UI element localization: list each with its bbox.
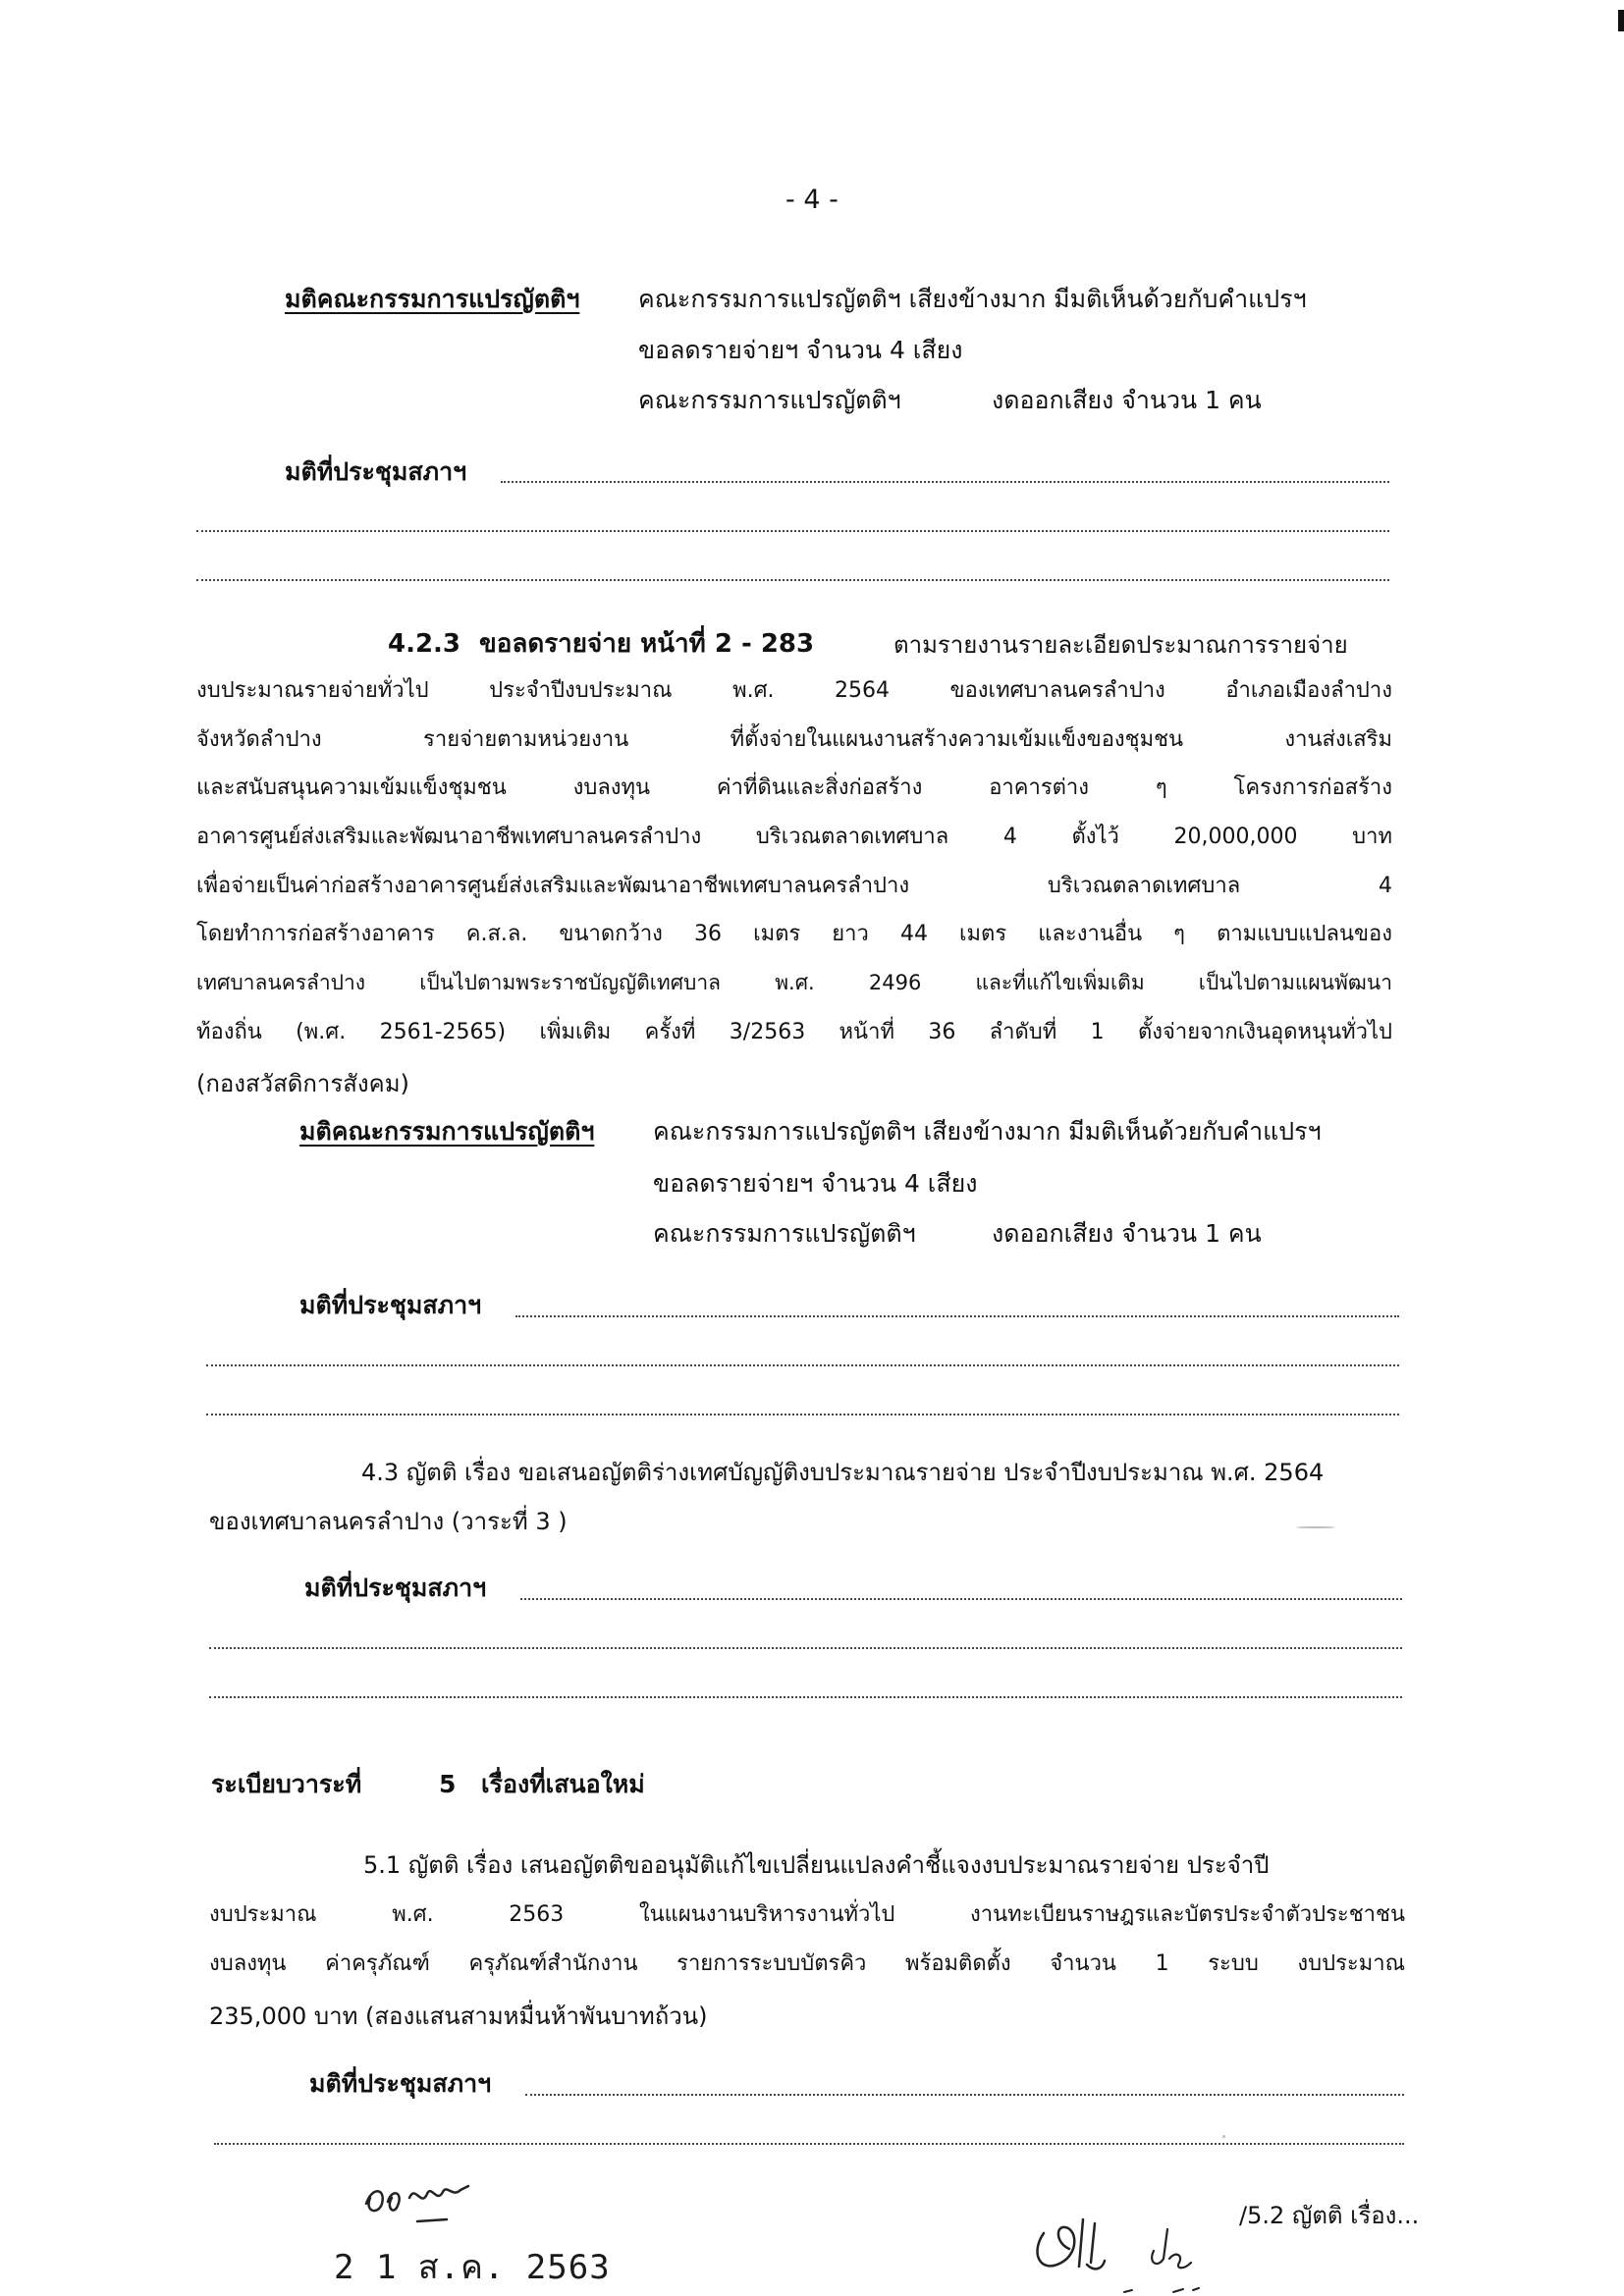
item-text: งบลงทุน ค่าครุภัณฑ์ ครุภัณฑ์สำนักงาน รายการระบบบัตรคิว พร้อมติดตั้ง จำนวน 1 ระบบ งบประมาณ xyxy=(209,1951,1405,1976)
fill-in-line xyxy=(209,1696,1402,1698)
item-text: งบประมาณ พ.ศ. 2563 ในแผนงานบริหารงานทั่วไป งานทะเบียนราษฎรและบัตรประจำตัวประชาชน xyxy=(209,1902,1405,1927)
committee-resolution-line3a: คณะกรรมการแปรญัตติฯ xyxy=(653,1219,916,1248)
item-text: จังหวัดลำปาง รายจ่ายตามหน่วยงาน ที่ตั้งจ่ายในแผนงานสร้างความเข้มแข็งของชุมชน งานส่งเสริม xyxy=(196,727,1392,752)
committee-resolution-line2: ขอลดรายจ่ายฯ จำนวน 4 เสียง xyxy=(653,1169,978,1198)
item-text: เทศบาลนครลำปาง เป็นไปตามพระราชบัญญัติเทศบาล พ.ศ. 2496 และที่แก้ไขเพิ่มเติม เป็นไปตามแผนพัฒนา xyxy=(196,971,1392,994)
committee-resolution-label: มติคณะกรรมการแปรญัตติฯ xyxy=(299,1117,595,1146)
item-text: อาคารศูนย์ส่งเสริมและพัฒนาอาชีพเทศบาลนครลำปาง บริเวณตลาดเทศบาล 4 ตั้งไว้ 20,000,000 บาท xyxy=(196,825,1392,849)
item-number: 4.2.3 xyxy=(388,629,461,659)
handwritten-signature xyxy=(1026,2194,1252,2296)
fill-in-line xyxy=(206,1414,1399,1415)
agenda-label: ระเบียบวาระที่ xyxy=(211,1770,362,1798)
fill-in-line xyxy=(209,1647,1402,1649)
council-resolution-label: มติที่ประชุมสภาฯ xyxy=(309,2069,492,2098)
page-number: - 4 - xyxy=(785,185,839,215)
item-text: โดยทำการก่อสร้างอาคาร ค.ส.ล. ขนาดกว้าง 36 เมตร ยาว 44 เมตร และงานอื่น ๆ ตามแบบแปลนของ xyxy=(196,922,1392,946)
committee-resolution-line1: คณะกรรมการแปรญัตติฯ เสียงข้างมาก มีมติเห็นด้วยกับคำแปรฯ xyxy=(638,285,1307,313)
continued-marker: /5.2 ญัตติ เรื่อง... xyxy=(1239,2202,1420,2229)
fill-in-line xyxy=(196,579,1389,581)
item-text: และสนับสนุนความเข้มแข็งชุมชน งบลงทุน ค่าที่ดินและสิ่งก่อสร้าง อาคารต่าง ๆ โครงการก่อสร้าง xyxy=(196,775,1392,800)
item-text: ตามรายงานรายละเอียดประมาณการรายจ่าย xyxy=(893,631,1348,659)
handwritten-initials xyxy=(358,2164,506,2233)
committee-resolution-line3b: งดออกเสียง จำนวน 1 คน xyxy=(992,386,1262,414)
fill-in-line xyxy=(214,2143,1404,2145)
item-text: งบประมาณรายจ่ายทั่วไป ประจำปีงบประมาณ พ.ศ. 2564 ของเทศบาลนครลำปาง อำเภอเมืองลำปาง xyxy=(196,678,1392,703)
fill-in-line xyxy=(515,1315,1399,1317)
committee-resolution-line1: คณะกรรมการแปรญัตติฯ เสียงข้างมาก มีมติเห็นด้วยกับคำแปรฯ xyxy=(653,1117,1322,1146)
date-stamp: 2 1 ส.ค. 2563 xyxy=(334,2248,611,2287)
committee-resolution-line2: ขอลดรายจ่ายฯ จำนวน 4 เสียง xyxy=(638,336,963,364)
scan-speck xyxy=(1296,1526,1335,1528)
item-text: 5.1 ญัตติ เรื่อง เสนอญัตติขออนุมัติแก้ไขเปลี่ยนแปลงคำชี้แจงงบประมาณรายจ่าย ประจำปี xyxy=(363,1851,1270,1879)
fill-in-line xyxy=(525,2094,1404,2096)
item-title: ขอลดรายจ่าย หน้าที่ 2 - 283 xyxy=(479,629,815,659)
fill-in-line xyxy=(196,530,1389,532)
item-text: (กองสวัสดิการสังคม) xyxy=(196,1070,409,1097)
item-text: 235,000 บาท (สองแสนสามหมื่นห้าพันบาทถ้วน) xyxy=(209,2002,708,2030)
fill-in-line xyxy=(520,1598,1402,1600)
committee-resolution-label: มติคณะกรรมการแปรญัตติฯ xyxy=(285,285,580,313)
council-resolution-label: มติที่ประชุมสภาฯ xyxy=(304,1574,487,1602)
fill-in-line xyxy=(501,481,1389,483)
scan-speck xyxy=(1222,2135,1225,2138)
item-text: ท้องถิ่น (พ.ศ. 2561-2565) เพิ่มเติม ครั้งที่ 3/2563 หน้าที่ 36 ลำดับที่ 1 ตั้งจ่ายจากเงินอุดหนุนทั่วไป xyxy=(196,1020,1392,1044)
agenda-number: 5 xyxy=(439,1770,457,1798)
council-resolution-label: มติที่ประชุมสภาฯ xyxy=(299,1291,482,1319)
council-resolution-label: มติที่ประชุมสภาฯ xyxy=(285,457,467,486)
committee-resolution-line3a: คณะกรรมการแปรญัตติฯ xyxy=(638,386,901,414)
fill-in-line xyxy=(206,1364,1399,1366)
agenda-title: เรื่องที่เสนอใหม่ xyxy=(481,1770,645,1798)
committee-resolution-line3b: งดออกเสียง จำนวน 1 คน xyxy=(992,1219,1262,1248)
scan-edge-mark xyxy=(1618,10,1624,31)
item-text: 4.3 ญัตติ เรื่อง ขอเสนอญัตติร่างเทศบัญญัติงบประมาณรายจ่าย ประจำปีงบประมาณ พ.ศ. 2564 xyxy=(361,1459,1325,1486)
item-text: เพื่อจ่ายเป็นค่าก่อสร้างอาคารศูนย์ส่งเสริมและพัฒนาอาชีพเทศบาลนครลำปาง บริเวณตลาดเทศบาล 4 xyxy=(196,874,1392,898)
item-text: ของเทศบาลนครลำปาง (วาระที่ 3 ) xyxy=(209,1508,568,1535)
